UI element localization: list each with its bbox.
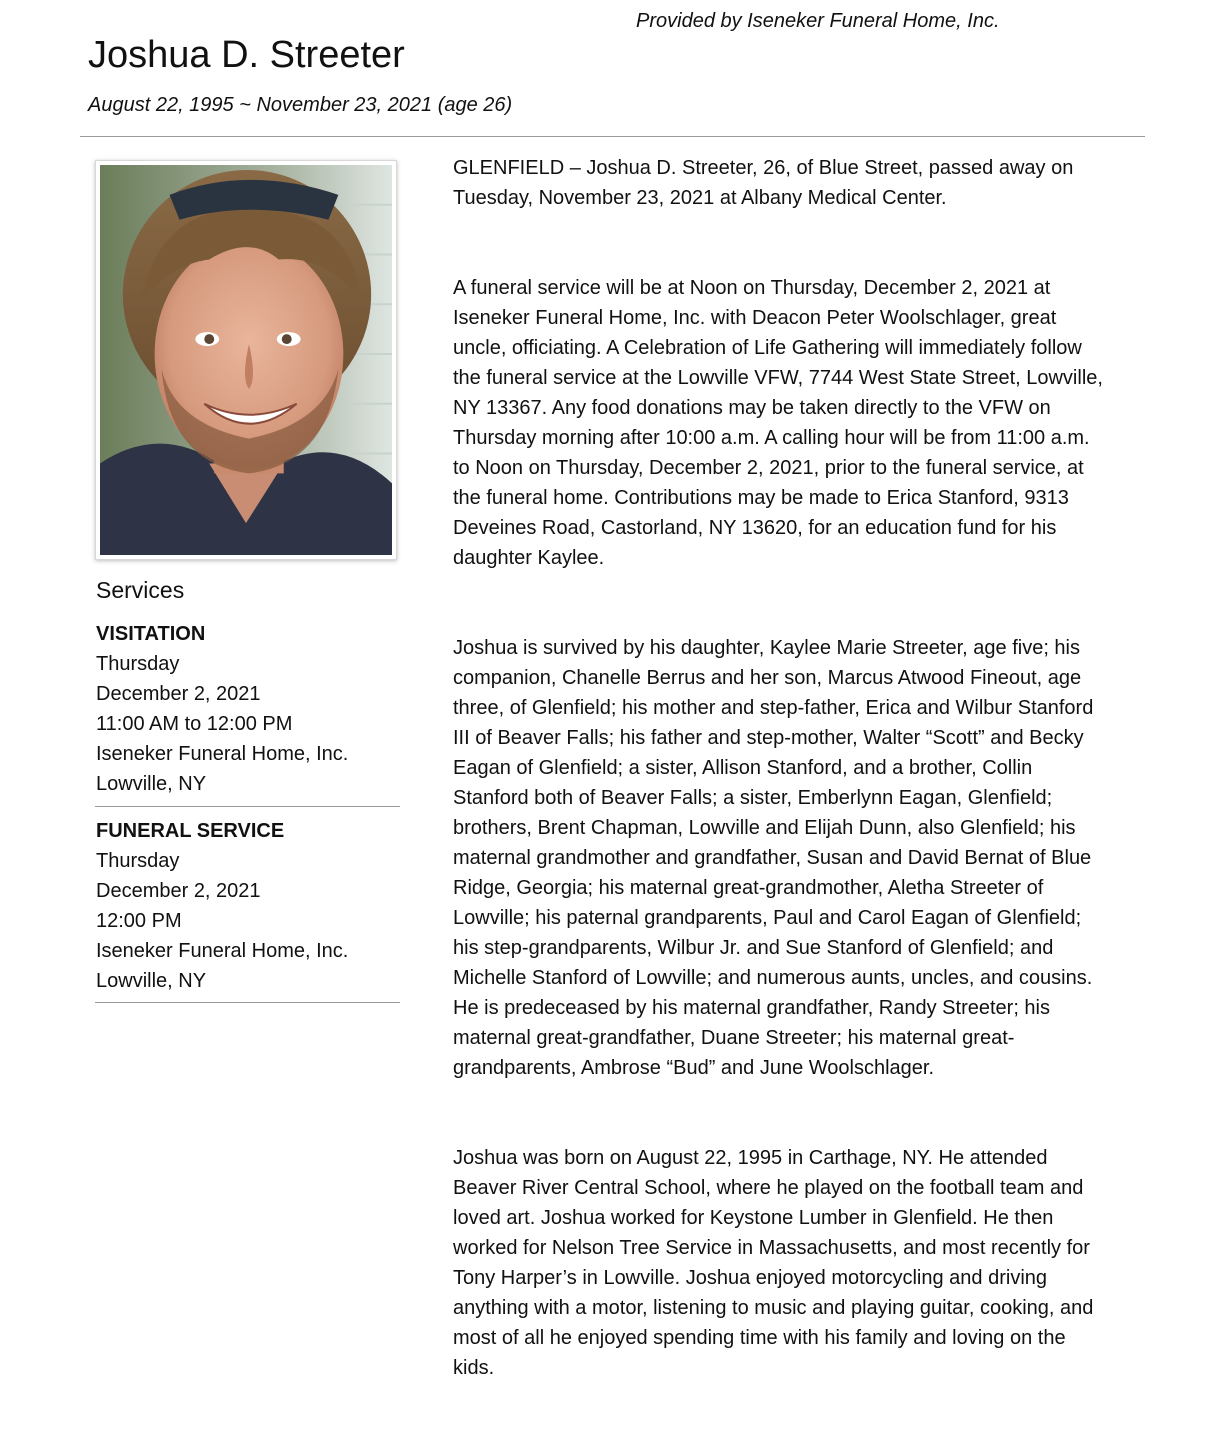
life-dates: August 22, 1995 ~ November 23, 2021 (age 26) xyxy=(88,94,513,116)
visitation-place: Iseneker Funeral Home, Inc. xyxy=(96,743,349,765)
services-title: Services xyxy=(96,577,185,603)
provider-credit: Provided by Iseneker Funeral Home, Inc. xyxy=(636,10,1000,32)
visitation-day: Thursday xyxy=(96,653,180,675)
visitation-time: 11:00 AM to 12:00 PM xyxy=(96,713,293,735)
obituary-body xyxy=(453,153,1143,1443)
deceased-name: Joshua D. Streeter xyxy=(88,34,405,76)
visitation-city: Lowville, NY xyxy=(96,773,207,795)
obituary-paragraph: Joshua was born on August 22, 1995 in Carthage, NY. He attended Beaver River Central School, where he played on the football team and loved art. Joshua worked for Keystone Lumber in Glenfield. He then worked for Nelson Tree Service in Massachusetts, and most recently for Tony Harper’s in Lowville. Joshua enjoyed motorcycling and driving anything with a motor, listening to music and playing guitar, cooking, and most of all he enjoyed spending time with his family and loving on the kids. xyxy=(453,1147,1094,1379)
visitation-date: December 2, 2021 xyxy=(96,683,261,705)
header-divider xyxy=(80,136,1145,137)
obituary-paragraph: Joshua is survived by his daughter, Kaylee Marie Streeter, age five; his companion, Chanelle Berrus and her son, Marcus Atwood Fineout, age three, of Glenfield; his mother and step-father, Erica and Wilbur Stanford III of Beaver Falls; his father and step-mother, Walter “Scott” and Becky Eagan of Glenfield; a sister, Allison Stanford, and a brother, Collin Stanford both of Beaver Falls; a sister, Emberlynn Eagan, Glenfield; brothers, Brent Chapman, Lowville and Elijah Dunn, also Glenfield; his maternal grandmother and grandfather, Susan and David Bernat of Blue Ridge, Georgia; his maternal great-grandmother, Aletha Streeter of Lowville; his paternal grandparents, Paul and Carol Eagan of Glenfield; his step-grandparents, Wilbur Jr. and Sue Stanford of Glenfield; and Michelle Stanford of Lowville; and numerous aunts, uncles, and cousins. He is predeceased by his maternal grandfather, Randy Streeter; his maternal great-grandfather, Duane Streeter; his maternal great- grandparents, Ambrose “Bud” and June Woolschlager. xyxy=(453,637,1094,1079)
funeral-day: Thursday xyxy=(96,850,180,872)
obituary-paragraph: GLENFIELD – Joshua D. Streeter, 26, of Blue Street, passed away on Tuesday, November 23, 2021 at Albany Medical Center. xyxy=(453,157,1074,209)
obituary-paragraph: A funeral service will be at Noon on Thursday, December 2, 2021 at Iseneker Funeral Home, Inc. with Deacon Peter Woolschlager, great uncle, officiating. A Celebration of Life Gathering will immediately follow the funeral service at the Lowville VFW, 7744 West State Street, Lowville, NY 13367. Any food donations may be taken directly to the VFW on Thursday morning after 10:00 a.m. A calling hour will be from 11:00 a.m. to Noon on Thursday, December 2, 2021, prior to the funeral service, at the funeral home. Contributions may be made to Erica Stanford, 9313 Deveines Road, Castorland, NY 13620, for an education fund for his daughter Kaylee. xyxy=(453,277,1103,569)
funeral-service xyxy=(96,816,400,996)
portrait-image xyxy=(100,165,392,555)
funeral-city: Lowville, NY xyxy=(96,970,207,992)
funeral-heading: FUNERAL SERVICE xyxy=(96,820,285,842)
funeral-time: 12:00 PM xyxy=(96,910,182,932)
services-divider xyxy=(95,1002,400,1003)
funeral-date: December 2, 2021 xyxy=(96,880,261,902)
services-divider xyxy=(95,806,400,807)
funeral-place: Iseneker Funeral Home, Inc. xyxy=(96,940,349,962)
visitation-service xyxy=(96,619,400,799)
portrait-photo xyxy=(95,160,397,560)
visitation-heading: VISITATION xyxy=(96,623,206,645)
